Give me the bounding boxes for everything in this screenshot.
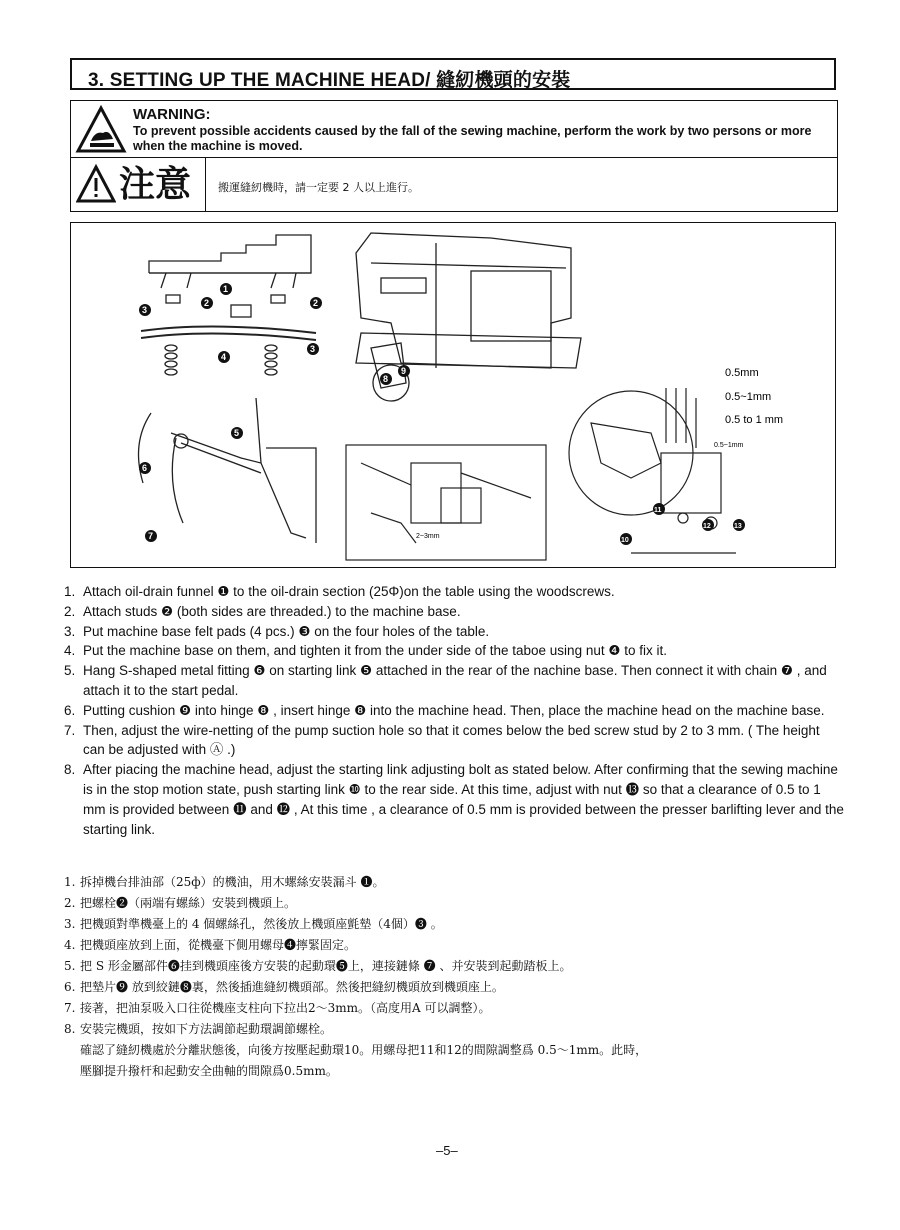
step-en-2: 2. Attach studs ❷ (both sides are threaded.) to the machine base. [64,603,461,619]
part-number-balloons [139,283,745,545]
balloon-2a: 2 [204,298,210,308]
balloon-6: 6 [142,463,148,473]
step-cn-5: 5. 把 S 形金屬部件❻挂到機頭座後方安裝的起動環❺上，連接鏈條 ❼ 、并安裝到起動踏板上。 [64,959,572,973]
step-cn-4: 4. 把機頭座放到上面，從機臺下側用螺母❹擰緊固定。 [64,938,357,952]
balloon-9: 9 [401,366,407,376]
figure-callouts [416,367,783,540]
setup-figure [70,222,836,568]
step-en-6: 6. Putting cushion ❾ into hinge ❽ , insert hinge ❽ into the machine head. Then, place the machine head on the machine base. [64,702,825,718]
balloon-4: 4 [221,352,227,362]
balloon-10: 10 [621,537,629,544]
caution-label: 注意 [119,163,192,205]
step-cn-8-cont-2: 壓腳提升撥杆和起動安全曲軸的間隙爲0.5mm。 [80,1064,338,1078]
page-number: –5– [436,1143,458,1158]
balloon-12: 12 [703,523,711,530]
warning-heading: WARNING: [133,106,211,123]
pump-detail-drawing [346,445,546,560]
warning-row [71,101,837,158]
section-title: 3. SETTING UP THE MACHINE HEAD/ 縫紉機頭的安裝 [88,70,571,91]
step-en-5: 5. Hang S-shaped metal fitting ❻ on starting link ❺ attached in the rear of the nachine base. Then connect it with chain ❼ , and attach it to the start pedal. [64,663,827,698]
step-en-8: 8. After piacing the machine head, adjust the starting link adjusting bolt as stated below. After confirming that the sewing machine is in the stop motion state, push starting link ❿ to the rear side. At this time, adjust with nut ⓭ so that a clearance of 0.5 to 1 mm is provided between ⓫ and ⓬ , At this time , a clearance of 0.5 mm is provided between the presser barlifting lever and the starting link. [64,762,844,837]
balloon-11: 11 [654,507,662,514]
step-en-1: 1. Attach oil-drain funnel ❶ to the oil-drain section (25Φ)on the table using the woodscrews. [64,584,615,599]
balloon-3a: 3 [142,305,148,315]
callout-0-5mm: 0.5mm [725,367,759,379]
balloon-1: 1 [223,284,229,294]
caution-label-cell [71,158,206,212]
english-instructions [64,582,844,839]
step-cn-3: 3. 把機頭對準機臺上的 4 個螺絲孔，然後放上機頭座氈墊（4個）❸ 。 [64,917,443,931]
step-cn-6: 6. 把墊片❾ 放到絞鏈❽裏，然後插進縫紉機頭部。然後把縫紉機頭放到機頭座上。 [64,980,504,994]
step-en-4: 4. Put the machine base on them, and tighten it from the under side of the taboe using nut ❹ to fix it. [64,643,667,659]
caution-text: 搬運縫紉機時，請一定要 2 人以上進行。 [218,181,419,194]
setup-illustration [71,223,837,569]
step-cn-8-cont-1: 確認了縫紉機處於分離狀態後，向後方按壓起動環10。用螺母把11和12的間隙調整爲 0.5～1mm。此時， [80,1043,648,1057]
warning-text: To prevent possible accidents caused by the fall of the sewing machine, perform the work by two persons or more when the machine is moved. [133,124,812,153]
chinese-instructions [64,872,844,1082]
warning-box [70,100,838,212]
callout-small-0-5-1mm: 0.5~1mm [714,442,744,449]
balloon-5: 5 [234,428,240,438]
balloon-13: 13 [734,523,742,530]
callout-0-5-to-1mm: 0.5 to 1 mm [725,414,784,426]
step-en-3: 3. Put machine base felt pads (4 pcs.) ❸ on the four holes of the table. [64,623,490,639]
hand-crush-warning-icon [75,105,127,155]
step-cn-2: 2. 把螺栓❷（兩端有螺絲）安裝到機頭上。 [64,896,297,910]
step-cn-8: 8. 安裝完機頭，按如下方法調節起動環調節螺栓。 [64,1022,333,1036]
step-cn-1: 1. 拆掉機台排油部（25ф）的機油，用木螺絲安裝漏斗 ❶。 [64,875,385,889]
step-en-7: 7. Then, adjust the wire-netting of the pump suction hole so that it comes below the bed screw stud by 2 to 3 mm. ( The height can be adjusted with Ⓐ .) [64,722,820,758]
caution-triangle-icon [76,164,116,204]
callout-2-3mm: 2~3mm [416,533,440,540]
step-cn-7: 7. 接著，把油泵吸入口往從機座支柱向下拉出2～3mm。（高度用A 可以調整）。 [64,1001,491,1015]
callout-0-5-1mm: 0.5~1mm [725,391,772,403]
balloon-3b: 3 [310,344,316,354]
balloon-8: 8 [383,374,389,384]
balloon-2b: 2 [313,298,319,308]
starting-link-drawing [139,398,317,543]
section-title-box [70,58,836,90]
balloon-7: 7 [148,531,154,541]
